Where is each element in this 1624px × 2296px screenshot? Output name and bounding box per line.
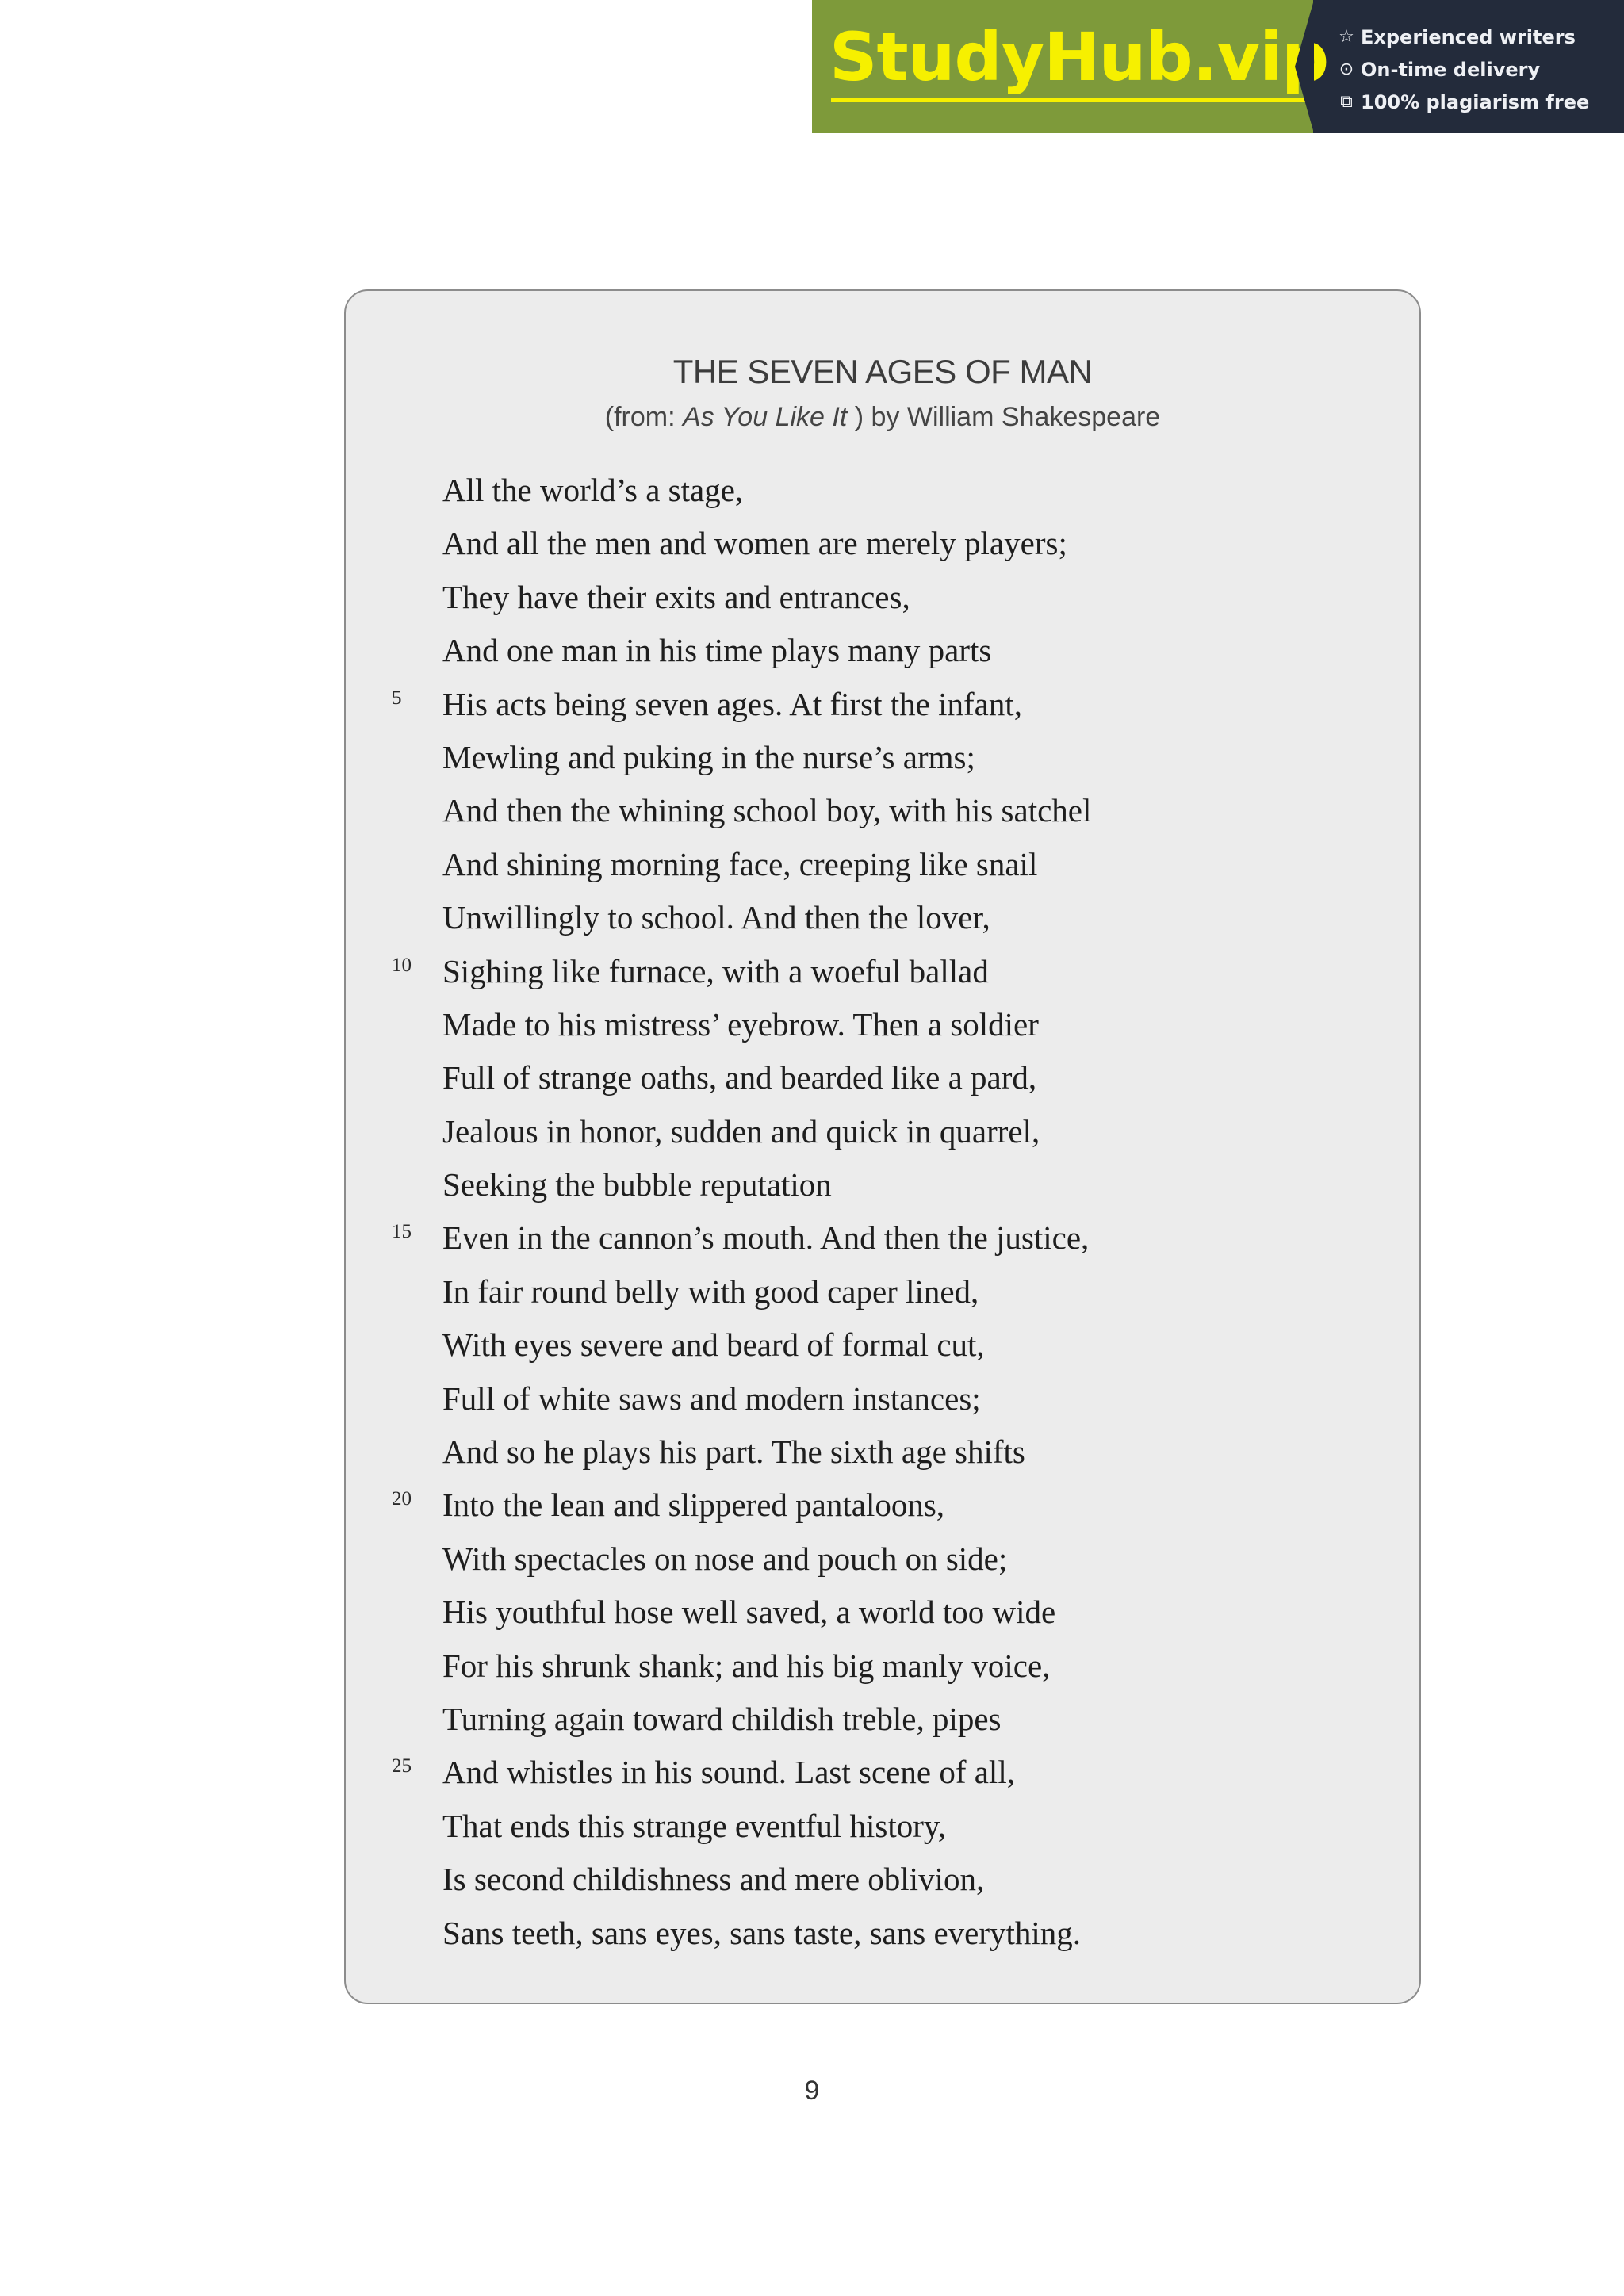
line-text: And whistles in his sound. Last scene of all, [442, 1754, 1015, 1791]
feature-plagiarism-free [1337, 86, 1624, 118]
poem-line [442, 891, 1354, 944]
line-text: Mewling and puking in the nurse’s arms; [442, 738, 975, 775]
banner-logo-panel[interactable] [812, 0, 1329, 133]
line-text: And so he plays his part. The sixth age shifts [442, 1433, 1025, 1471]
poem-line [442, 1586, 1354, 1639]
poem-line [442, 1425, 1354, 1479]
poem-line [392, 945, 1354, 998]
feature-label: On-time delivery [1361, 58, 1541, 81]
banner-arrow-divider [1295, 0, 1314, 133]
line-text: And then the whining school boy, with his satchel [442, 792, 1092, 829]
studyhub-banner[interactable] [812, 0, 1624, 133]
poem-line [392, 1211, 1354, 1265]
line-text: Unwillingly to school. And then the lover, [442, 899, 990, 936]
clock-icon: ⊙ [1339, 59, 1354, 79]
poem-card [344, 289, 1421, 2004]
feature-on-time-delivery [1337, 53, 1624, 86]
poem-line [392, 1746, 1354, 1799]
line-text: In fair round belly with good caper lined, [442, 1272, 979, 1310]
poem-line [442, 998, 1354, 1051]
line-text: Seeking the bubble reputation [442, 1166, 832, 1203]
feature-label: 100% plagiarism free [1361, 90, 1590, 113]
line-text: They have their exits and entrances, [442, 578, 910, 615]
poem-line [442, 571, 1354, 624]
line-text: Full of white saws and modern instances; [442, 1380, 981, 1417]
subtitle-prefix: (from: [604, 402, 683, 432]
line-text: Sighing like furnace, with a woeful ballad [442, 952, 989, 989]
poem-line [392, 678, 1354, 731]
poem-line [442, 1907, 1354, 1960]
star-icon: ☆ [1339, 27, 1354, 47]
line-text: All the world’s a stage, [442, 472, 744, 508]
line-text: Jealous in honor, sudden and quick in quarrel, [442, 1112, 1040, 1150]
line-text: With eyes severe and beard of formal cut, [442, 1326, 985, 1364]
line-number: 10 [392, 954, 412, 976]
studyhub-logo[interactable]: StudyHub.vip [829, 18, 1329, 96]
poem-line [442, 838, 1354, 891]
banner-features [1313, 0, 1624, 133]
poem-line [442, 1105, 1354, 1158]
line-number: 25 [392, 1755, 412, 1777]
line-text: Full of strange oaths, and bearded like a pard, [442, 1059, 1037, 1096]
line-text: And shining morning face, creeping like snail [442, 845, 1038, 882]
poem-line [442, 1853, 1354, 1906]
line-text: And one man in his time plays many parts [442, 632, 992, 669]
poem-line [442, 784, 1354, 837]
line-text: Made to his mistress’ eyebrow. Then a soldier [442, 1005, 1039, 1043]
page-number: 9 [804, 2076, 820, 2106]
poem-subtitle [346, 402, 1419, 433]
poem-line [442, 1800, 1354, 1853]
subtitle-suffix: ) by William Shakespeare [847, 402, 1161, 432]
line-number: 15 [392, 1221, 412, 1243]
poem-line [442, 1265, 1354, 1318]
line-text: His acts being seven ages. At first the infant, [442, 685, 1022, 722]
logo-underline [831, 98, 1310, 102]
line-text: And all the men and women are merely players; [442, 525, 1067, 562]
line-text: For his shrunk shank; and his big manly voice, [442, 1647, 1051, 1684]
line-text: His youthful hose well saved, a world too wide [442, 1594, 1056, 1631]
poem-line [442, 1372, 1354, 1425]
poem-line [442, 1051, 1354, 1104]
work-title: As You Like It [683, 402, 848, 432]
line-text: Into the lean and slippered pantaloons, [442, 1487, 945, 1524]
poem-line [442, 1318, 1354, 1372]
poem-line [442, 1533, 1354, 1586]
poem-line [442, 1158, 1354, 1211]
line-number: 20 [392, 1488, 412, 1510]
line-text: That ends this strange eventful history, [442, 1807, 946, 1844]
poem-line [442, 1693, 1354, 1746]
poem-line [442, 731, 1354, 784]
feature-label: Experienced writers [1361, 25, 1576, 48]
document-copy-icon: ⧉ [1340, 92, 1353, 112]
poem-line [392, 1479, 1354, 1532]
poem-line [442, 624, 1354, 677]
line-text: Sans teeth, sans eyes, sans taste, sans everything. [442, 1914, 1082, 1951]
feature-experienced-writers [1337, 21, 1624, 53]
poem-title: THE SEVEN AGES OF MAN [672, 353, 1093, 390]
line-text: Turning again toward childish treble, pipes [442, 1700, 1002, 1737]
poem-line [442, 1640, 1354, 1693]
line-text: Even in the cannon’s mouth. And then the justice, [442, 1219, 1090, 1257]
poem-body [392, 464, 1354, 1960]
poem-line [442, 464, 1354, 517]
line-number: 5 [392, 687, 402, 709]
line-text: With spectacles on nose and pouch on side; [442, 1540, 1008, 1577]
poem-line [442, 517, 1354, 570]
line-text: Is second childishness and mere oblivion, [442, 1861, 985, 1898]
